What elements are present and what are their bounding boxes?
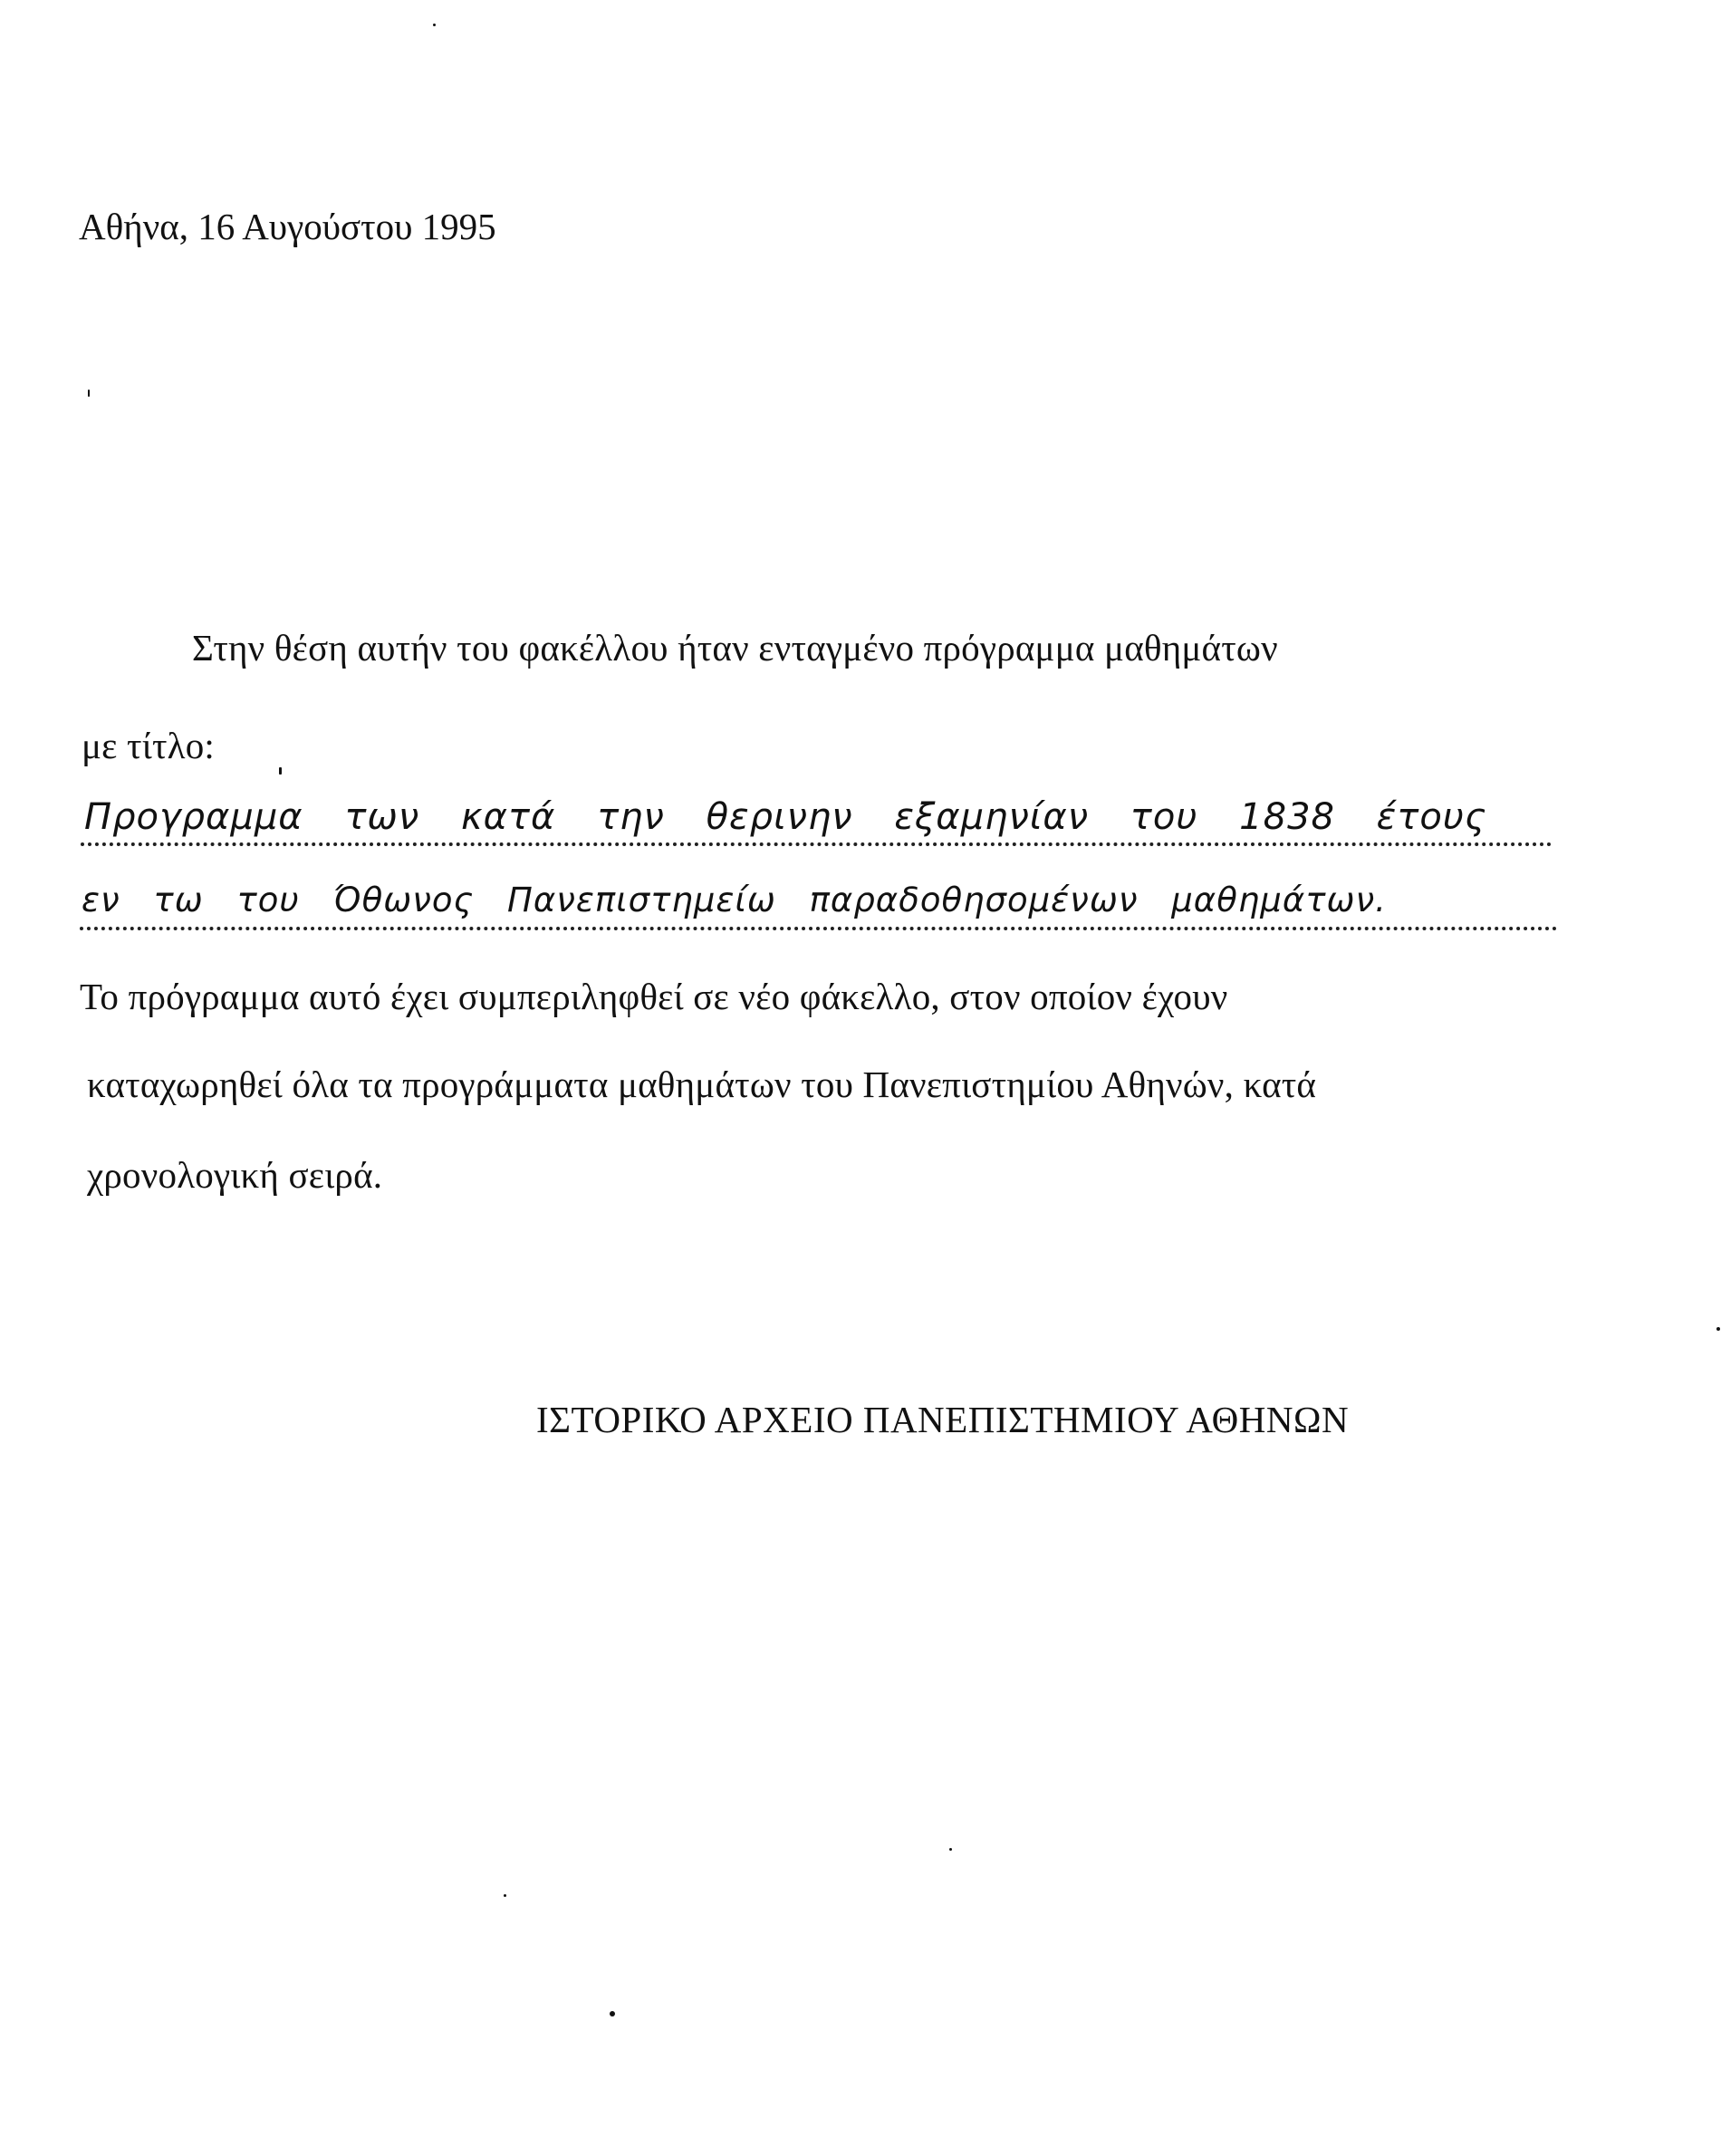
- paragraph-line-1: Το πρόγραμμα αυτό έχει συμπεριληφθεί σε νέο φάκελλο, στον οποίον έχουν: [80, 976, 1228, 1017]
- archive-signature: ΙΣΤΟΡΙΚΟ ΑΡΧΕΙΟ ΠΑΝΕΠΙΣΤΗΜΙΟΥ ΑΘΗΝΩΝ: [536, 1399, 1350, 1440]
- dotted-fill-line: [81, 842, 1553, 846]
- document-date: Αθήνα, 16 Αυγούστου 1995: [79, 206, 496, 247]
- handwritten-title-line-2: εν τω του Όθωνος Πανεπιστημείω παραδοθησομένων μαθημάτων.: [82, 881, 1387, 919]
- paragraph-line-3: χρονολογική σειρά.: [87, 1154, 383, 1196]
- paragraph-line-2: καταχωρηθεί όλα τα προγράμματα μαθημάτων του Πανεπιστημίου Αθηνών, κατά: [87, 1064, 1317, 1105]
- dotted-fill-line: [80, 927, 1558, 930]
- title-label: με τίτλο:: [82, 725, 216, 766]
- handwritten-title-line-1: Προγραμμα των κατά την θερινην εξαμηνίαν του 1838 έτους: [84, 796, 1487, 838]
- intro-text: Στην θέση αυτήν του φακέλλου ήταν ενταγμένο πρόγραμμα μαθημάτων: [192, 627, 1278, 669]
